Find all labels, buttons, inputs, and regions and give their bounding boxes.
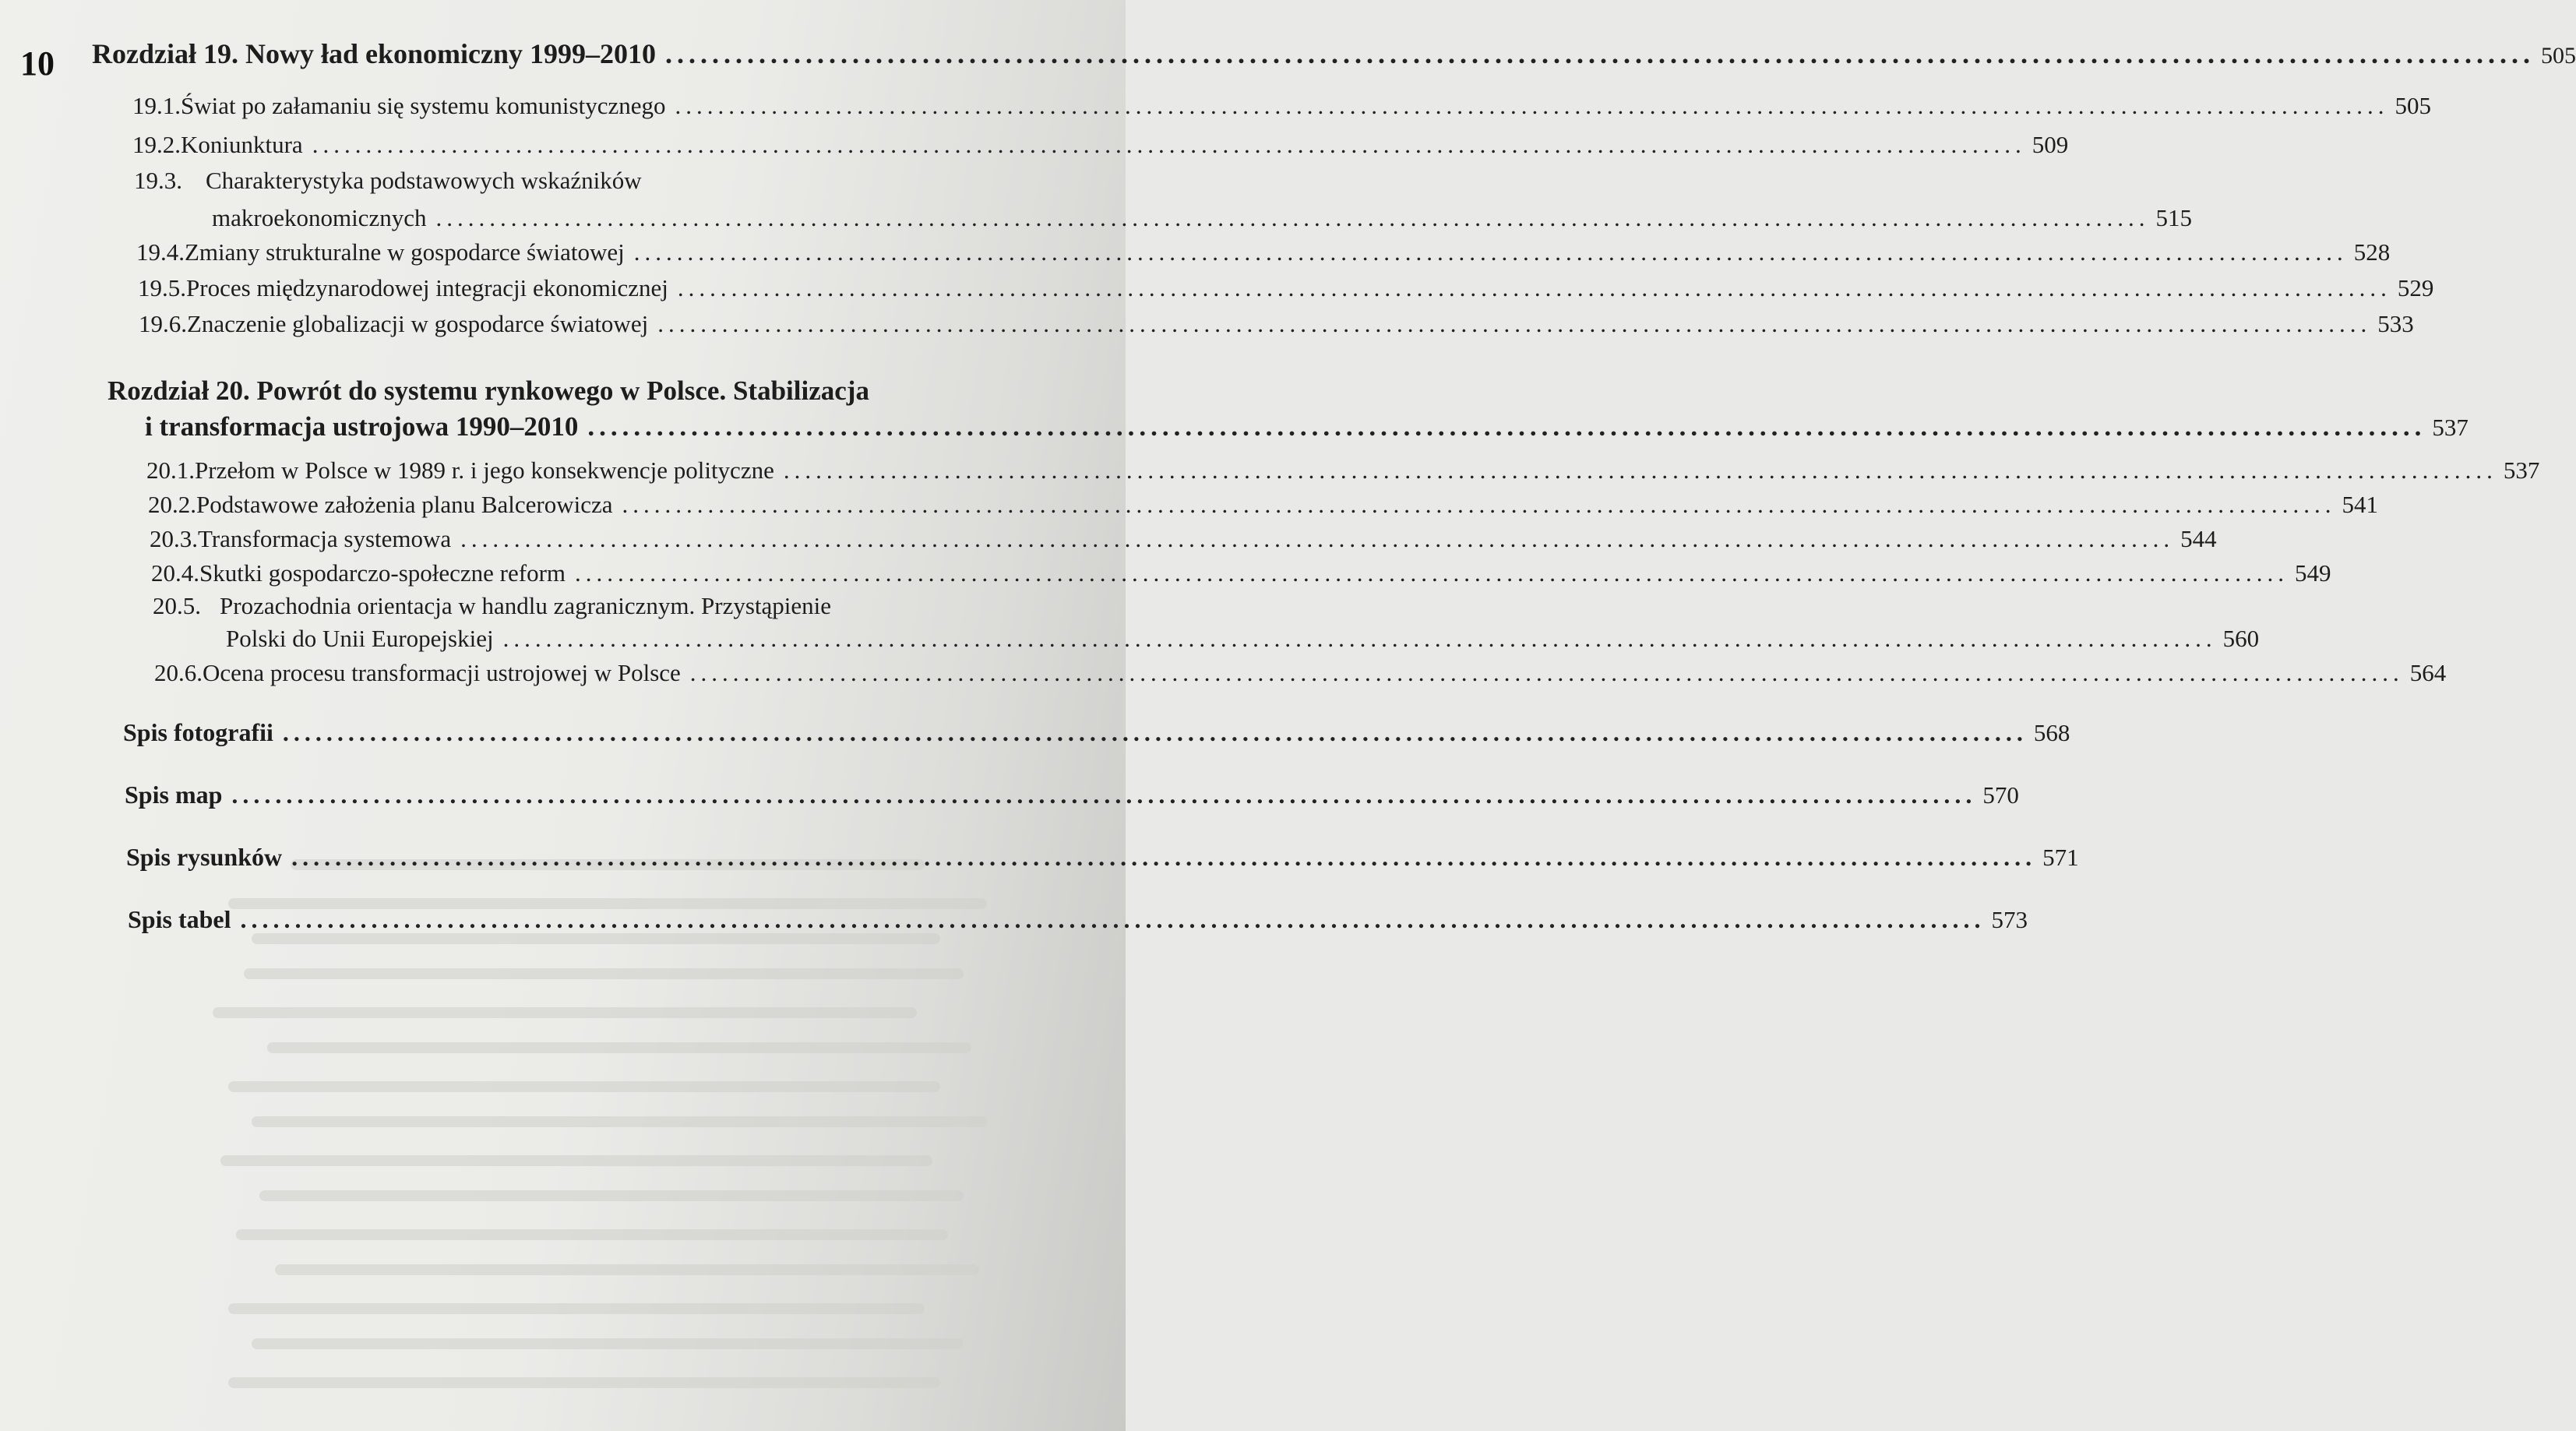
section-page: 505 [2395,92,2431,119]
section-number: 20.1. [146,456,195,484]
section-number: 19.6. [139,310,187,337]
page-number: 10 [20,44,55,83]
section-page: 544 [2180,525,2217,552]
dot-leader: ................................................................................................................................................................ [460,525,2175,552]
section-title: Prozachodnia orientacja w handlu zagranicznym. Przystąpienie [220,592,832,619]
section-19-4 [136,238,2391,266]
chapter-20-heading [145,411,2469,442]
chapter-19-page: 505 [2541,43,2576,69]
section-page: 533 [2377,310,2414,337]
section-20-4 [151,559,2331,587]
chapter-19-title: Rozdział 19. Nowy ład ekonomiczny 1999–2010 [92,38,656,69]
section-page: 529 [2397,274,2434,301]
section-20-3 [150,525,2217,553]
appendix-photos [123,718,2070,747]
appendix-page: 568 [2033,719,2070,746]
section-number: 19.1. [132,92,181,119]
section-20-5 [153,592,1114,620]
dot-leader: ................................................................................................................................................................ [657,310,2372,337]
appendix-page: 571 [2042,844,2079,871]
section-20-2 [148,491,2379,519]
section-20-1 [146,456,2540,485]
section-title: Świat po załamaniu się systemu komunistycznego [181,92,666,119]
section-20-6 [154,659,2447,687]
dot-leader: ................................................................................................................................................................ [633,238,2348,266]
section-title: Charakterystyka podstawowych wskaźników [206,167,642,194]
section-title-continuation: Polski do Unii Europejskiej [226,625,494,652]
appendix-maps [125,781,2019,809]
section-title-continuation: makroekonomicznych [212,204,427,231]
section-number: 19.5. [138,274,186,301]
appendix-title: Spis map [125,781,223,809]
section-title: Proces międzynarodowej integracji ekonomicznej [186,274,668,301]
dot-leader: ................................................................................................................................................................ [231,781,1977,809]
dot-leader: ................................................................................................................................................................ [502,625,2217,652]
section-title: Znaczenie globalizacji w gospodarce światowej [187,310,649,337]
section-19-2 [132,131,2069,159]
chapter-20-page: 537 [2432,414,2469,441]
dot-leader: ................................................................................................................................................................ [665,38,2535,69]
section-title: Podstawowe założenia planu Balcerowicza [196,491,613,518]
dot-leader: ................................................................................................................................................................ [675,92,2389,119]
appendix-page: 573 [1991,906,2028,933]
section-number: 20.3. [150,525,198,552]
dot-leader: ................................................................................................................................................................ [622,491,2336,518]
section-page: 515 [2155,204,2192,231]
dot-leader: ................................................................................................................................................................ [312,131,2026,158]
section-title: Zmiany strukturalne w gospodarce światowej [185,238,625,266]
section-number: 20.6. [154,659,203,686]
section-19-3 [134,167,1117,195]
section-number: 19.4. [136,238,185,266]
section-title: Przełom w Polsce w 1989 r. i jego konsekwencje polityczne [195,456,774,484]
dot-leader: ................................................................................................................................................................ [575,559,2289,587]
section-number: 20.5. [153,592,201,619]
section-19-3-continuation [212,204,2192,232]
appendix-title: Spis tabel [128,905,231,933]
section-20-5-continuation [226,625,2260,653]
dot-leader: ................................................................................................................................................................ [587,411,2426,442]
section-number: 19.3. [134,167,182,194]
dot-leader: ................................................................................................................................................................ [783,456,2497,484]
section-19-1 [132,92,2431,120]
section-number: 19.2. [132,131,181,158]
dot-leader: ................................................................................................................................................................ [240,905,1986,933]
section-page: 528 [2353,238,2391,266]
chapter-19-heading [92,37,2576,70]
appendix-page: 570 [1982,781,2019,809]
section-title: Ocena procesu transformacji ustrojowej w Polsce [203,659,681,686]
section-page: 560 [2222,625,2260,652]
appendix-tables [128,905,2028,934]
dot-leader: ................................................................................................................................................................ [435,204,2150,231]
section-page: 541 [2342,491,2379,518]
appendix-figures [126,843,2079,872]
section-page: 564 [2409,659,2447,686]
section-19-6 [139,310,2414,338]
section-number: 20.2. [148,491,196,518]
section-page: 537 [2503,456,2540,484]
dot-leader: ................................................................................................................................................................ [677,274,2391,301]
dot-leader: ................................................................................................................................................................ [291,843,2037,871]
section-title: Koniunktura [181,131,303,158]
appendix-title: Spis fotografii [123,718,273,746]
chapter-20-title-line1: Rozdział 20. Powrót do systemu rynkowego w Polsce. Stabilizacja [107,375,869,406]
dot-leader: ................................................................................................................................................................ [689,659,2404,686]
appendix-title: Spis rysunków [126,843,283,871]
chapter-20-title-line2: i transformacja ustrojowa 1990–2010 [145,411,579,442]
section-title: Skutki gospodarczo-społeczne reform [199,559,566,587]
dot-leader: ................................................................................................................................................................ [282,718,2028,746]
section-page: 509 [2032,131,2069,158]
section-page: 549 [2295,559,2331,587]
section-number: 20.4. [151,559,199,587]
section-title: Transformacja systemowa [198,525,452,552]
section-19-5 [138,274,2434,302]
